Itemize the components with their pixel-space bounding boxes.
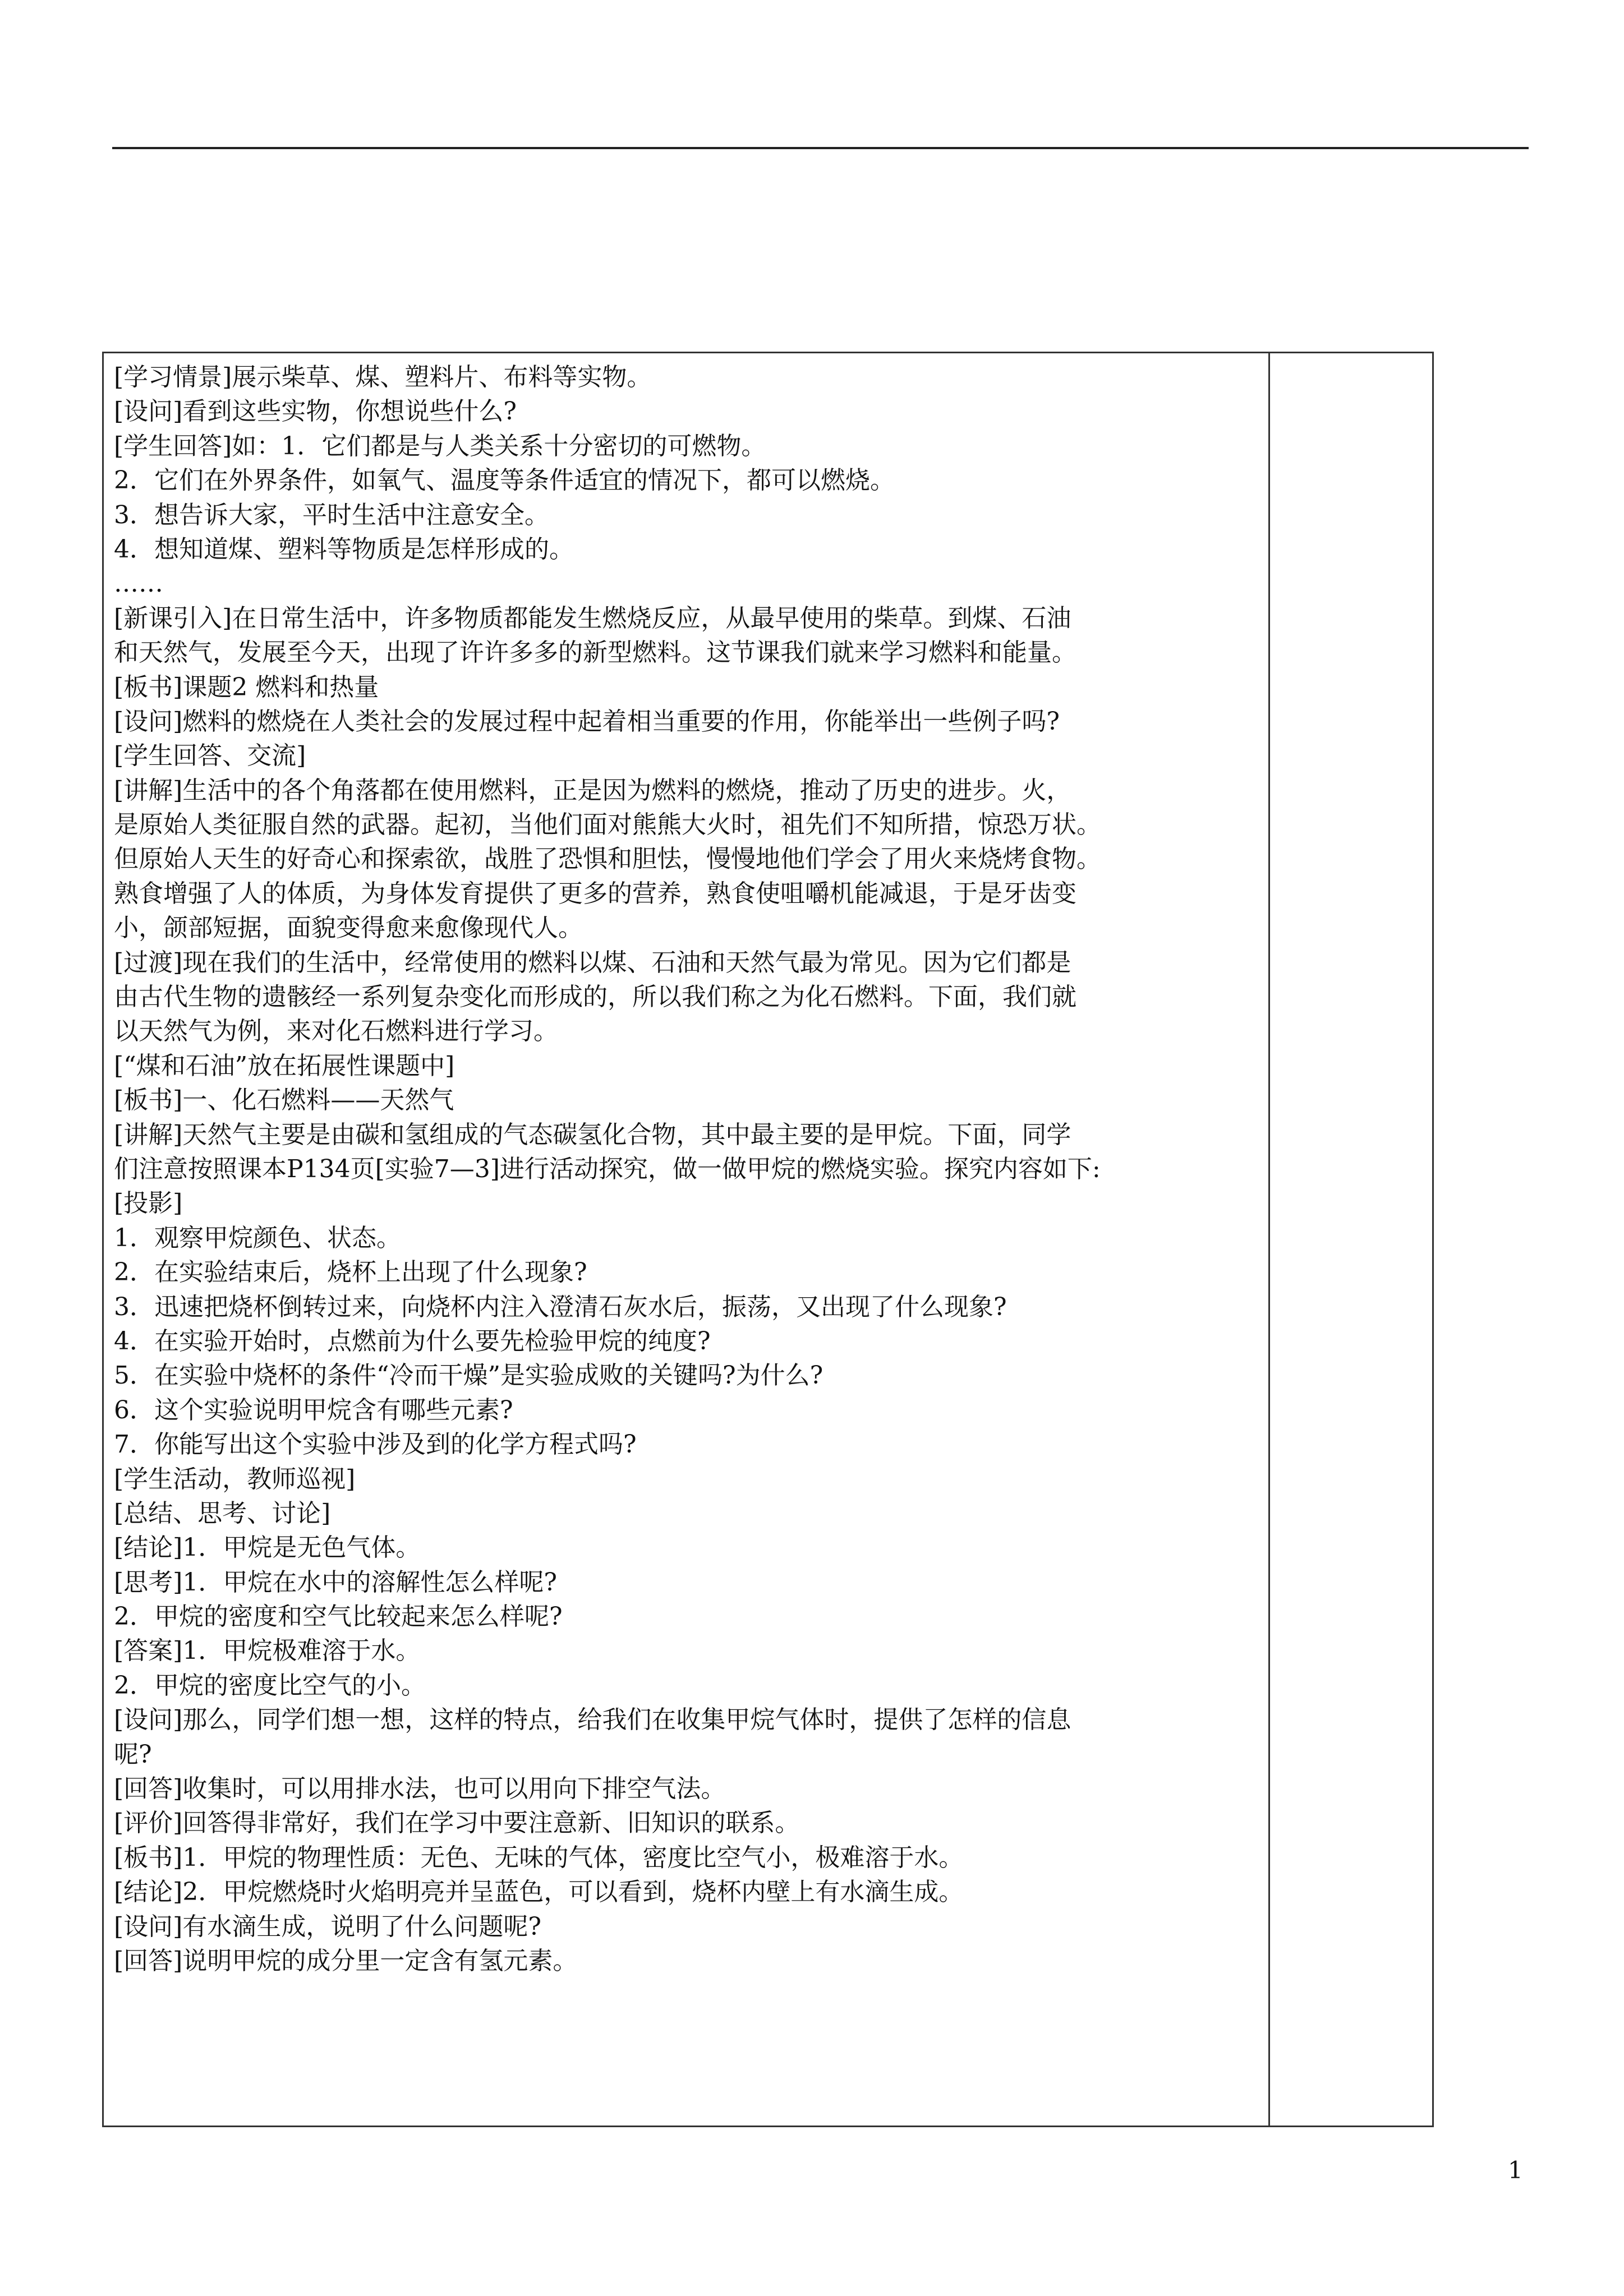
content-line: [学习情景]展示柴草、煤、塑料片、布料等实物。	[114, 363, 652, 391]
content-line: [答案]1．甲烷极难溶于水。	[114, 1636, 421, 1666]
content-line: [新课引入]在日常生活中，许多物质都能发生燃烧反应，从最早使用的柴草。到煤、石油	[114, 603, 1071, 633]
content-line: 4．在实验开始时，点燃前为什么要先检验甲烷的纯度?	[114, 1326, 711, 1356]
content-line: 2．在实验结束后，烧杯上出现了什么现象?	[114, 1258, 587, 1287]
content-line: 但原始人天生的好奇心和探索欲，战胜了恐惧和胆怯，慢慢地他们学会了用火来烧烤食物。	[114, 845, 1101, 874]
content-line: [学生回答]如：1．它们都是与人类关系十分密切的可燃物。	[114, 431, 766, 460]
content-line: 1．观察甲烷颜色、状态。	[114, 1223, 401, 1252]
content-line: [设问]有水滴生成，说明了什么问题呢?	[114, 1912, 541, 1941]
content-line: 7．你能写出这个实验中涉及到的化学方程式吗?	[114, 1430, 637, 1459]
content-line: [总结、思考、讨论]	[114, 1499, 331, 1528]
content-line: [结论]1．甲烷是无色气体。	[114, 1533, 421, 1562]
column-divider	[1268, 353, 1270, 2126]
content-line: 是原始人类征服自然的武器。起初，当他们面对熊熊大火时，祖先们不知所措，惊恐万状。	[114, 810, 1101, 840]
content-line: [板书]课题2 燃料和热量	[114, 672, 379, 702]
content-line: [板书]1．甲烷的物理性质：无色、无味的气体，密度比空气小，极难溶于水。	[114, 1843, 964, 1872]
content-line: [评价]回答得非常好，我们在学习中要注意新、旧知识的联系。	[114, 1809, 800, 1838]
content-line: [设问]燃料的燃烧在人类社会的发展过程中起着相当重要的作用，你能举出一些例子吗?	[114, 707, 1060, 736]
lesson-table	[102, 352, 1434, 2127]
content-line: [设问]看到这些实物，你想说些什么?	[114, 397, 517, 426]
content-line: ……	[114, 569, 163, 598]
content-line: 3．想告诉大家，平时生活中注意安全。	[114, 500, 549, 529]
content-line: [板书]一、化石燃料——天然气	[114, 1086, 454, 1115]
content-line: 们注意按照课本P134页[实验7—3]进行活动探究，做一做甲烷的燃烧实验。探究内容如下:	[114, 1154, 1101, 1183]
content-line: 2．它们在外界条件，如氧气、温度等条件适宜的情况下，都可以燃烧。	[114, 466, 895, 495]
content-line: 小，颌部短据，面貌变得愈来愈像现代人。	[114, 914, 583, 943]
content-line: 4．想知道煤、塑料等物质是怎样形成的。	[114, 534, 574, 564]
content-line: 6．这个实验说明甲烷含有哪些元素?	[114, 1395, 513, 1424]
content-line: [回答]说明甲烷的成分里一定含有氢元素。	[114, 1946, 578, 1975]
content-line: 由古代生物的遗骸经一系列复杂变化而形成的，所以我们称之为化石燃料。下面，我们就	[114, 983, 1076, 1012]
content-line: [学生活动，教师巡视]	[114, 1464, 356, 1493]
content-line: 熟食增强了人的体质，为身体发育提供了更多的营养，熟食使咀嚼机能减退，于是牙齿变	[114, 879, 1076, 908]
content-line: [结论]2．甲烷燃烧时火焰明亮并呈蓝色，可以看到，烧杯内壁上有水滴生成。	[114, 1878, 964, 1907]
content-line: [“煤和石油”放在拓展性课题中]	[114, 1051, 455, 1080]
content-line: 5．在实验中烧杯的条件“冷而干燥”是实验成败的关键吗?为什么?	[114, 1361, 823, 1390]
content-line: 2．甲烷的密度和空气比较起来怎么样呢?	[114, 1602, 563, 1631]
content-line: [讲解]天然气主要是由碳和氢组成的气态碳氢化合物，其中最主要的是甲烷。下面，同学	[114, 1120, 1071, 1149]
content-line: 以天然气为例，来对化石燃料进行学习。	[114, 1017, 558, 1046]
lesson-content	[114, 360, 1263, 1978]
header-rule	[112, 147, 1529, 149]
content-line: 呢?	[114, 1740, 152, 1769]
notes-column	[1272, 353, 1432, 2126]
content-line: 2．甲烷的密度比空气的小。	[114, 1671, 426, 1700]
content-line: [过渡]现在我们的生活中，经常使用的燃料以煤、石油和天然气最为常见。因为它们都是	[114, 948, 1071, 977]
page-number: 1	[1508, 2156, 1523, 2184]
content-line: 和天然气，发展至今天，出现了许许多多的新型燃料。这节课我们就来学习燃料和能量。	[114, 638, 1076, 667]
content-line: [投影]	[114, 1189, 183, 1218]
content-line: [设问]那么，同学们想一想，这样的特点，给我们在收集甲烷气体时，提供了怎样的信息	[114, 1705, 1071, 1735]
content-line: [思考]1．甲烷在水中的溶解性怎么样呢?	[114, 1567, 557, 1597]
content-line: [学生回答、交流]	[114, 741, 306, 771]
content-line: 3．迅速把烧杯倒转过来，向烧杯内注入澄清石灰水后，振荡，又出现了什么现象?	[114, 1292, 1007, 1321]
content-line: [讲解]生活中的各个角落都在使用燃料，正是因为燃料的燃烧，推动了历史的进步。火，	[114, 776, 1071, 805]
content-line: [回答]收集时，可以用排水法，也可以用向下排空气法。	[114, 1774, 726, 1804]
